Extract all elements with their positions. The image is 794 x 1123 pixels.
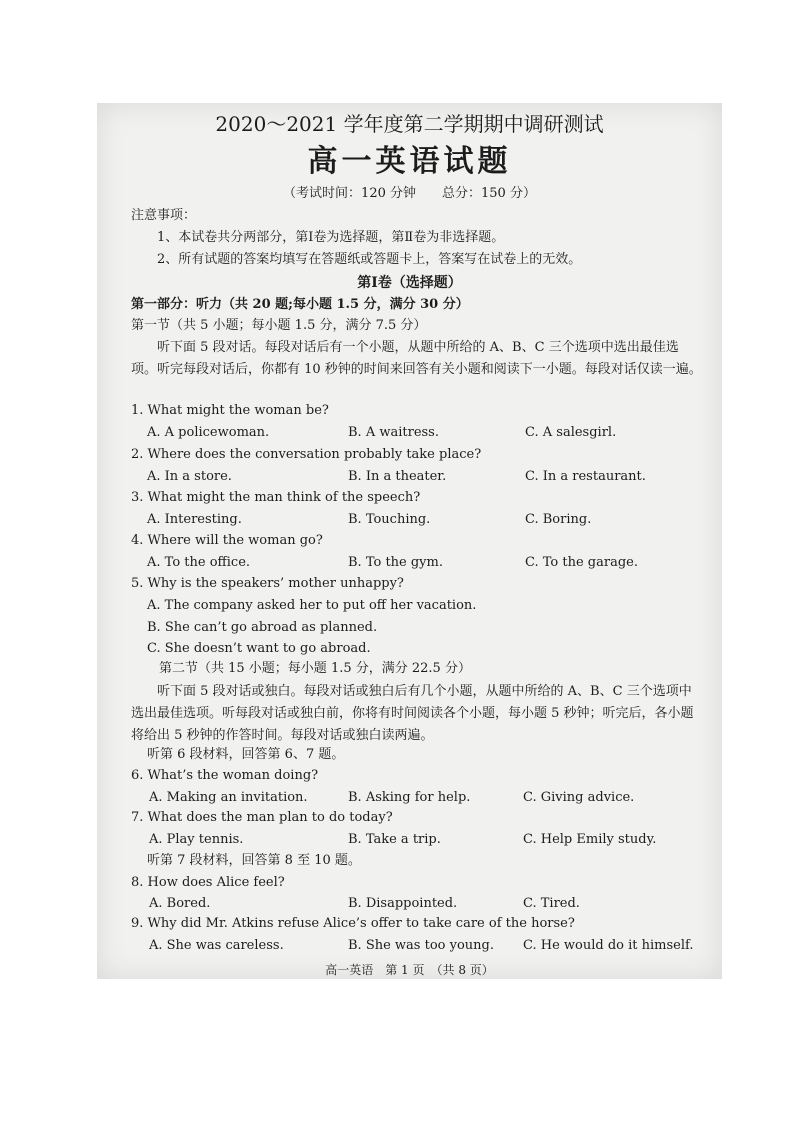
question-3-option-b: B. Touching.: [348, 512, 431, 527]
material-7-note: 听第 7 段材料，回答第 8 至 10 题。: [147, 853, 361, 868]
question-4-option-a: A. To the office.: [147, 555, 251, 570]
section2-instructions: 听下面 5 段对话或独白。每段对话或独白后有几个小题，从题中所给的 A、B、C 三个选项中选出最佳选项。听每段对话或独白前，你将有时间阅读各个小题，每小题 5 秒钟；听完后，各小题将给出 5 秒钟的作答时间。每段对话或独白读两遍。: [131, 684, 694, 743]
question-7-option-a: A. Play tennis.: [149, 832, 244, 847]
question-2-stem: 2. Where does the conversation probably take place?: [131, 447, 482, 462]
notes-heading: 注意事项：: [131, 208, 197, 223]
question-6-option-c: C. Giving advice.: [523, 790, 635, 805]
question-4-option-c: C. To the garage.: [525, 555, 638, 570]
exam-title: 2020～2021 学年度第二学期期中调研测试: [215, 112, 604, 136]
question-3-option-c: C. Boring.: [525, 512, 592, 527]
question-2-option-a: A. In a store.: [147, 469, 232, 484]
question-3-stem: 3. What might the man think of the speech?: [131, 490, 421, 505]
question-4-stem: 4. Where will the woman go?: [131, 533, 323, 548]
question-8-option-b: B. Disappointed.: [348, 896, 458, 911]
question-1-option-b: B. A waitress.: [348, 425, 439, 440]
exam-sheet: [97, 103, 722, 979]
question-2-option-c: C. In a restaurant.: [525, 469, 646, 484]
question-5-option-b: B. She can’t go abroad as planned.: [147, 620, 378, 635]
question-1-option-c: C. A salesgirl.: [525, 425, 617, 440]
part1-heading: 第一部分：听力（共 20 题;每小题 1.5 分，满分 30 分）: [131, 297, 469, 312]
main-title: 高一英语试题: [307, 144, 512, 179]
notes-item-2: 2、所有试题的答案均填写在答题纸或答题卡上，答案写在试卷上的无效。: [157, 252, 582, 267]
question-3-option-a: A. Interesting.: [147, 512, 242, 527]
section1-heading: 第一节（共 5 小题；每小题 1.5 分，满分 7.5 分）: [131, 318, 427, 333]
volume-1-title: 第Ⅰ卷（选择题）: [357, 275, 462, 291]
question-9-option-c: C. He would do it himself.: [523, 938, 694, 953]
question-8-stem: 8. How does Alice feel?: [131, 875, 285, 890]
question-7-option-c: C. Help Emily study.: [523, 832, 657, 847]
question-9-stem: 9. Why did Mr. Atkins refuse Alice’s offer to take care of the horse?: [131, 916, 575, 931]
material-6-note: 听第 6 段材料，回答第 6、7 题。: [147, 747, 345, 762]
notes-item-1: 1、本试卷共分两部分，第Ⅰ卷为选择题，第Ⅱ卷为非选择题。: [157, 230, 505, 245]
question-8-option-a: A. Bored.: [149, 896, 211, 911]
question-9-option-a: A. She was careless.: [149, 938, 284, 953]
question-9-option-b: B. She was too young.: [348, 938, 494, 953]
exam-time-info: （考试时间：120 分钟 总分：150 分）: [283, 186, 536, 201]
question-5-stem: 5. Why is the speakers’ mother unhappy?: [131, 576, 404, 591]
question-7-option-b: B. Take a trip.: [348, 832, 441, 847]
section1-instructions: 听下面 5 段对话。每段对话后有一个小题，从题中所给的 A、B、C 三个选项中选出最佳选项。听完每段对话后，你都有 10 秒钟的时间来回答有关小题和阅读下一小题。每段对话仅读一遍。: [131, 340, 702, 377]
question-8-option-c: C. Tired.: [523, 896, 580, 911]
question-1-option-a: A. A policewoman.: [147, 425, 270, 440]
section2-heading: 第二节（共 15 小题；每小题 1.5 分，满分 22.5 分）: [159, 661, 471, 676]
question-5-option-a: A. The company asked her to put off her vacation.: [147, 598, 477, 613]
question-6-option-b: B. Asking for help.: [348, 790, 471, 805]
question-4-option-b: B. To the gym.: [348, 555, 443, 570]
question-2-option-b: B. In a theater.: [348, 469, 447, 484]
page-footer: 高一英语 第 1 页 （共 8 页）: [325, 963, 494, 977]
question-7-stem: 7. What does the man plan to do today?: [131, 810, 393, 825]
question-6-option-a: A. Making an invitation.: [149, 790, 308, 805]
question-5-option-c: C. She doesn’t want to go abroad.: [147, 641, 371, 656]
question-1-stem: 1. What might the woman be?: [131, 403, 329, 418]
question-6-stem: 6. What’s the woman doing?: [131, 768, 319, 783]
